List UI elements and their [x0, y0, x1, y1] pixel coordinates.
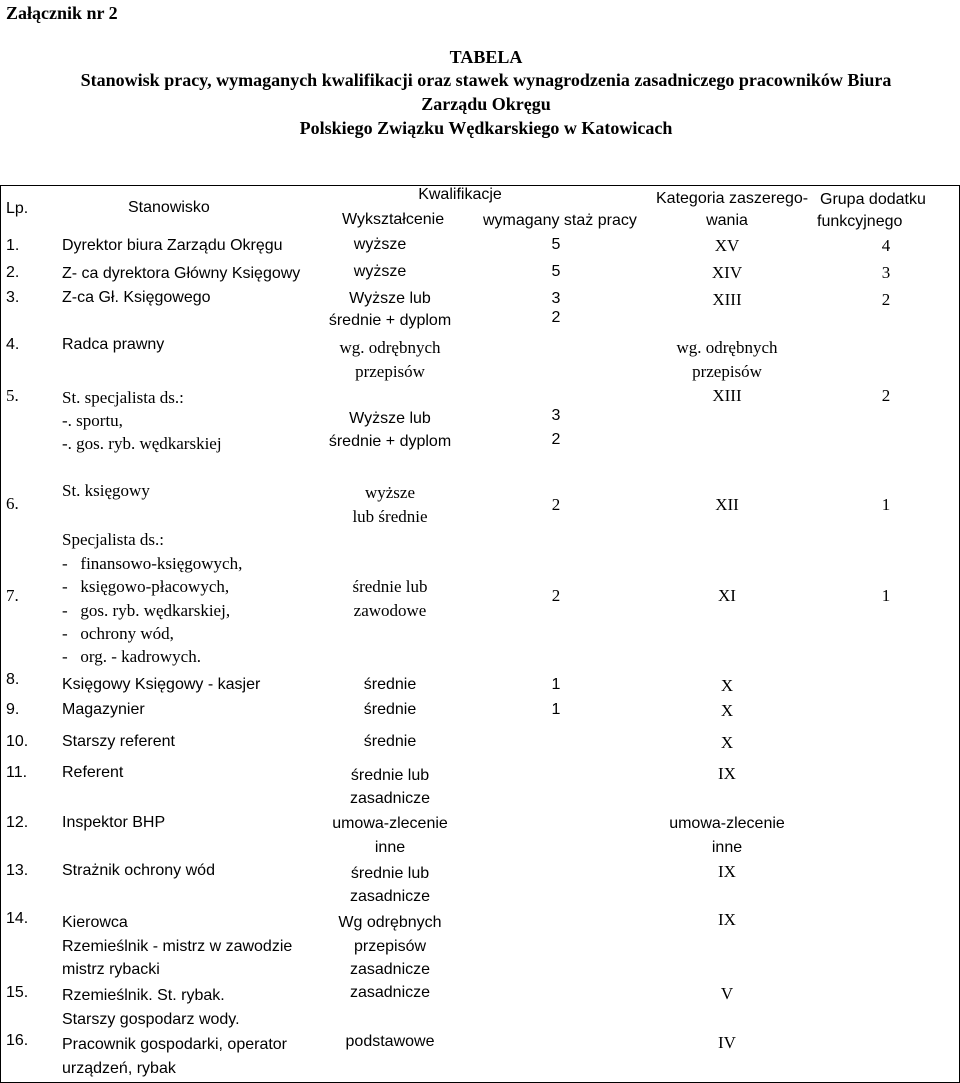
row-education-line2: przepisów [353, 938, 427, 955]
row-number: 7. [6, 586, 19, 605]
header-education: Wykształcenie [342, 211, 445, 228]
row-position-line1: Specjalista ds.: [62, 530, 164, 549]
row-position: Dyrektor biura Zarządu Okręgu [62, 237, 283, 254]
row-education: podstawowe [345, 1033, 435, 1050]
row-position-line2: Starszy gospodarz wody. [62, 1011, 240, 1028]
row-position: Magazynier [62, 701, 145, 718]
row-experience-line1: 3 [551, 407, 561, 424]
row-experience-line1: 3 [551, 290, 561, 307]
row-number: 9. [6, 701, 20, 718]
row-education: średnie [363, 676, 417, 693]
row-education-line2: przepisów [355, 362, 425, 381]
row-position-line5: - ochrony wód, [62, 624, 174, 643]
row-education-line2: inne [374, 839, 406, 856]
header-category-line2: wania [706, 212, 748, 229]
row-position-line2: urządzeń, rybak [62, 1060, 176, 1077]
row-category: IX [718, 862, 736, 881]
row-education-line1: Wyższe lub [349, 410, 431, 427]
row-number: 15. [6, 984, 29, 1001]
row-bonus: 2 [881, 290, 891, 309]
document-subtitle-line2: Zarządu Okręgu [421, 94, 551, 114]
row-position-line2: -. sportu, [62, 411, 123, 430]
row-category-line2: przepisów [692, 362, 762, 381]
header-qualifications: Kwalifikacje [418, 186, 502, 203]
table-left-border [0, 185, 1, 1083]
row-number: 10. [6, 733, 29, 750]
row-position-line4: - gos. ryb. wędkarskiej, [62, 601, 231, 620]
row-category: XI [718, 586, 736, 605]
row-category: X [720, 676, 734, 695]
row-education-line1: umowa-zlecenie [332, 815, 448, 832]
document-subtitle-line3: Polskiego Związku Wędkarskiego w Katowicach [299, 118, 673, 138]
row-number: 13. [6, 862, 29, 879]
row-category: IX [718, 764, 736, 783]
row-position: Strażnik ochrony wód [62, 862, 215, 879]
row-experience: 1 [551, 676, 561, 693]
row-number: 12. [6, 814, 29, 831]
header-lp: Lp. [6, 200, 29, 217]
row-number: 2. [6, 264, 20, 281]
row-experience: 5 [551, 263, 561, 280]
document-subtitle-line1: Stanowisk pracy, wymaganych kwalifikacji oraz stawek wynagrodzenia zasadniczego pracowników Biura [80, 70, 892, 90]
row-category-line2: inne [711, 839, 743, 856]
row-education-line1: średnie lub [350, 767, 430, 784]
row-experience: 5 [551, 236, 561, 253]
row-position: Referent [62, 764, 124, 781]
row-position-line2: - finansowo-księgowych, [62, 554, 243, 573]
row-category: IX [718, 910, 736, 929]
row-education-line1: wyższe [364, 483, 416, 502]
row-education: zasadnicze [349, 984, 431, 1001]
row-category: XIII [712, 290, 742, 309]
row-number: 5. [6, 386, 19, 405]
row-education-line1: Wyższe lub [349, 290, 431, 307]
row-position-line1: Kierowca [62, 914, 128, 931]
row-education: średnie [363, 701, 417, 718]
row-position: Radca prawny [62, 336, 165, 353]
row-number: 11. [6, 764, 28, 781]
row-education-line2: zasadnicze [349, 888, 431, 905]
row-category: XV [714, 236, 740, 255]
row-education: wyższe [353, 263, 407, 280]
row-bonus: 2 [881, 386, 891, 405]
row-position: Inspektor BHP [62, 814, 166, 831]
row-position: Z-ca Gł. Księgowego [62, 289, 211, 306]
annex-label: Załącznik nr 2 [6, 3, 118, 23]
row-education: wyższe [353, 236, 407, 253]
row-category: X [720, 701, 734, 720]
row-position-line6: - org. - kadrowych. [62, 647, 201, 666]
row-position: St. księgowy [62, 481, 150, 500]
row-category: XII [715, 495, 739, 514]
row-bonus: 1 [881, 586, 891, 605]
row-position-line3: - księgowo-płacowych, [62, 577, 230, 596]
row-education-line3: zasadnicze [349, 961, 431, 978]
row-number: 3. [6, 289, 20, 306]
document-title: TABELA [449, 47, 523, 67]
row-category: IV [718, 1033, 736, 1052]
header-category-line1: Kategoria zaszerego- [656, 190, 809, 207]
row-position-line3: mistrz rybacki [62, 961, 160, 978]
row-education-line1: Wg odrębnych [338, 914, 442, 931]
row-number: 4. [6, 336, 20, 353]
row-number: 6. [6, 494, 19, 513]
row-number: 14. [6, 910, 29, 927]
row-experience-line2: 2 [551, 431, 561, 448]
row-education-line2: zawodowe [353, 601, 427, 620]
row-position-line2: Rzemieślnik - mistrz w zawodzie [62, 938, 293, 955]
row-position-line1: Rzemieślnik. St. rybak. [62, 987, 225, 1004]
row-experience-line2: 2 [551, 309, 561, 326]
header-position: Stanowisko [128, 199, 210, 216]
row-position: Księgowy Księgowy - kasjer [62, 676, 261, 693]
row-education-line2: średnie + dyplom [328, 312, 452, 329]
row-category: XIII [712, 386, 742, 405]
header-experience: wymagany staż pracy [483, 212, 637, 229]
row-experience: 2 [551, 586, 561, 605]
row-number: 8. [6, 671, 20, 688]
row-education-line1: wg. odrębnych [339, 338, 441, 357]
row-bonus: 3 [881, 263, 891, 282]
row-number: 1. [6, 237, 20, 254]
row-education-line1: średnie lub [352, 577, 428, 596]
row-education-line1: średnie lub [350, 865, 430, 882]
row-category: X [720, 733, 734, 752]
row-education: średnie [363, 733, 417, 750]
row-education-line2: zasadnicze [349, 790, 431, 807]
row-position-line3: -. gos. ryb. wędkarskiej [62, 434, 222, 453]
row-position-line1: St. specjalista ds.: [62, 388, 184, 407]
row-category: XIV [711, 263, 743, 282]
row-category-line1: wg. odrębnych [676, 338, 778, 357]
row-position: Starszy referent [62, 733, 175, 750]
row-experience: 2 [551, 495, 561, 514]
header-bonus-line2: funkcyjnego [817, 213, 903, 230]
row-position-line1: Pracownik gospodarki, operator [62, 1036, 288, 1053]
row-bonus: 4 [881, 236, 891, 255]
row-education-line2: lub średnie [352, 507, 428, 526]
row-number: 16. [6, 1032, 29, 1049]
row-category-line1: umowa-zlecenie [669, 815, 785, 832]
row-category: V [720, 984, 734, 1003]
row-position: Z- ca dyrektora Główny Księgowy [62, 265, 301, 282]
row-experience: 1 [551, 701, 561, 718]
header-bonus-line1: Grupa dodatku [820, 191, 926, 208]
row-education-line2: średnie + dyplom [328, 433, 452, 450]
row-bonus: 1 [881, 495, 891, 514]
